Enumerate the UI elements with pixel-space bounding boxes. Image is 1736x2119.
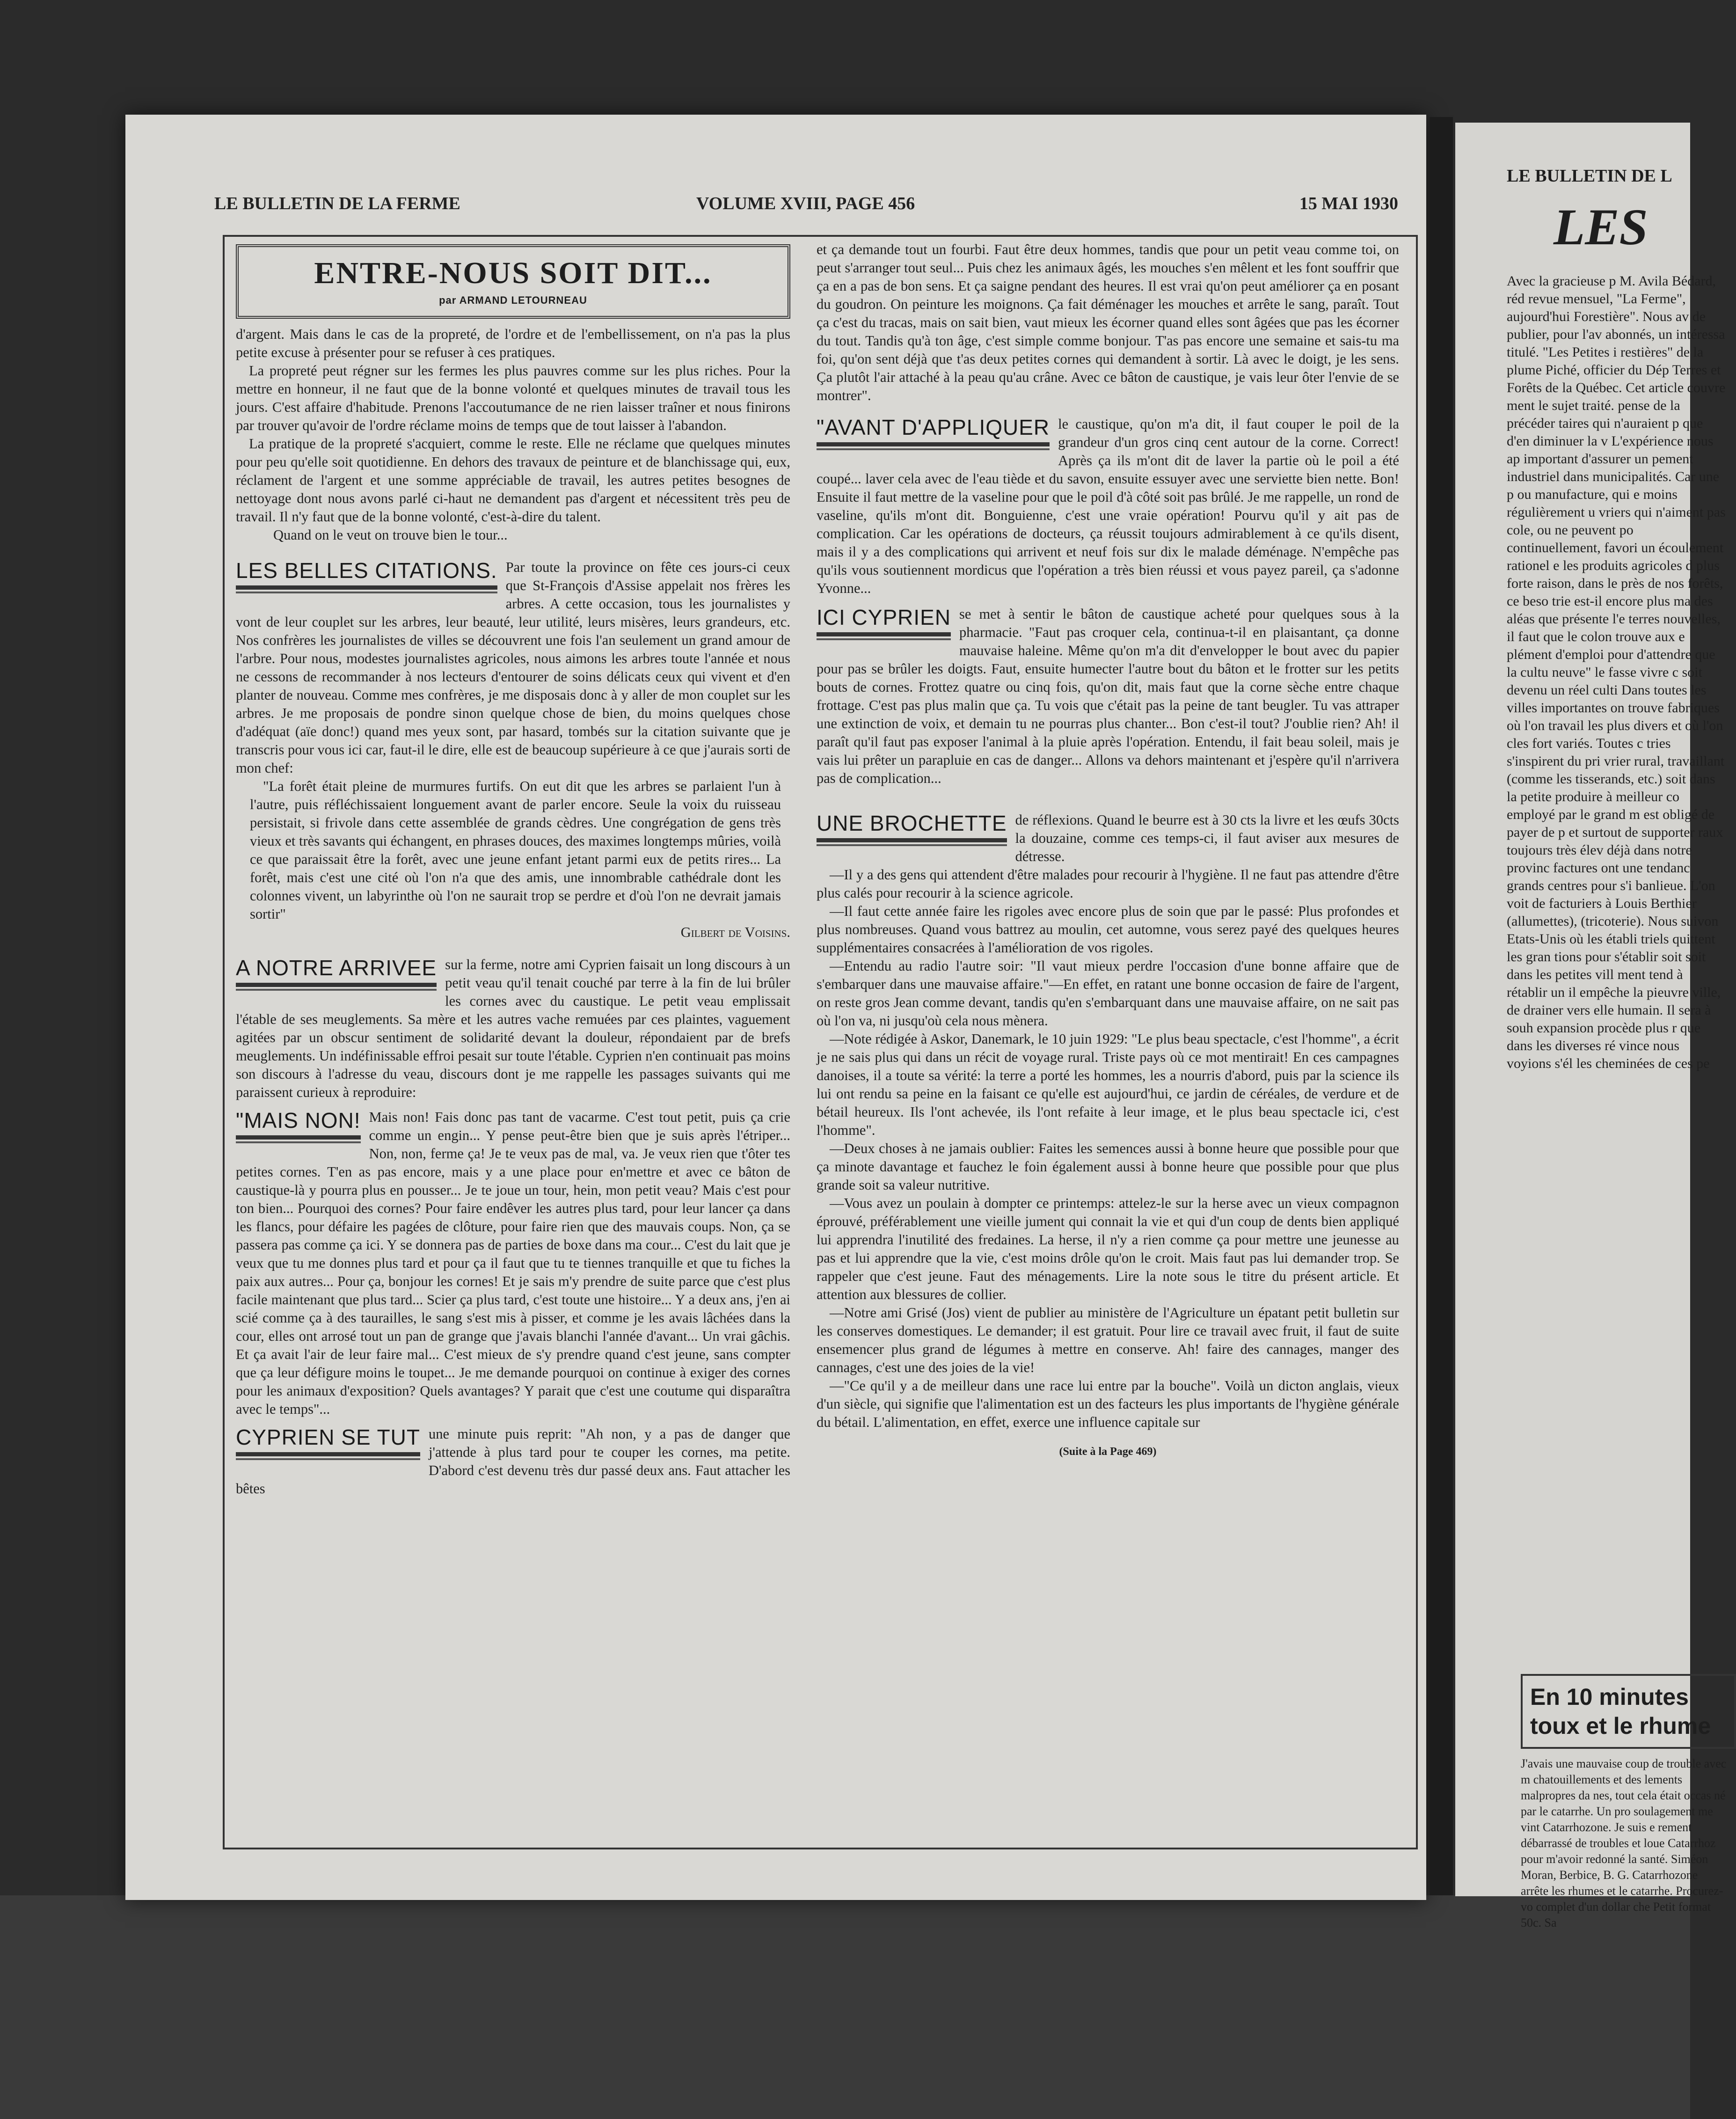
reflection-item: —Deux choses à ne jamais oublier: Faites les semences aussi à bonne heure que possible pour que ça minote davantage et fauchez le foin également aussi à bonne heure que possible pour que plus grande soit sa valeur nutritive. (817, 1140, 1399, 1193)
section-heading: "MAIS NON! (236, 1108, 361, 1133)
column-left (236, 241, 790, 1498)
section-brochette (817, 811, 1399, 1432)
section-heading-block (817, 415, 1050, 453)
section-heading-block (236, 558, 497, 596)
ad-text: J'avais une mauvaise coup de trouble avec m chatouillements et des lements malpropres da nes, tout cela était occas né par le catarrhe. Un pro soulagement me vint Catarrhozone. Je suis e rement débarrassé de troubles et loue Catarrhoz pour m'avoir redonné la santé. Siméon Moran, Berbice, B. G. Catarrhozone arrête les rhumes et le catarrhe. Procurez-vo complet d'un dollar che Petit format 50c. Sa (1521, 1757, 1727, 1929)
section-heading-block (236, 956, 437, 994)
section-text: une minute puis reprit: "Ah non, y a pas de danger que j'attende à plus tard pour te couper les cornes, ma petite. D'abord c'est devenu très dur passé deux ans. Faut attacher les bêtes (236, 1426, 790, 1497)
section-citations (236, 558, 790, 942)
section-text: Par toute la province on fête ces jours-ci ceux que St-François d'Assise appelait nos frères les arbres. A cette occasion, tous les journalistes y vont de leur couplet sur les arbres, leur beauté, leur utilité, leurs misères, leurs grandeurs, etc. Nos confrères les journalistes de villes se découvrent une fois l'an seulement un grand amour de l'arbre. Pour nous, modestes journalistes agricoles, nous aimons les arbres toute l'année et nous ne cessons de recommander à nos lecteurs d'entourer de soins délicats ceux qui vivent et d'en planter de nouveau. Comme mes confrères, je me disposais donc à y aller de mon couplet sur les arbres. Je me proposais de pondre sinon quelque chose de bien, du moins quelques chose d'adéquat (aïe donc!) quand mes yeux sont, par hasard, tombés sur la citation suivante que je transcris pour vous ici car, faut-il le dire, elle est de beaucoup supérieure à ce que j'aurais sorti de mon chef: (236, 559, 790, 776)
header-date: 15 MAI 1930 (1299, 194, 1398, 213)
adjacent-header: LE BULLETIN DE L (1507, 166, 1672, 186)
section-text: se met à sentir le bâton de caustique acheté pour quelques sous à la pharmacie. "Faut pas croquer cela, continua-t-il en plaisantant, ça donne mauvaise haleine. Même qu'on m'a dit d'envelopper le bout avec du papier pour pas se brûler les doigts. Faut, ensuite humecter l'autre bout du bâton et le frotter sur les petits bouts de cornes. Frottez quatre ou cinq fois, qu'on dit, mais faut que la corne sèche entre chaque frottage. C'est pas plus malin que ça. Tu vois que c'était pas la peine de tant beugler. Tu vas attraper une extinction de voix, et demain tu ne pourras plus chanter... Bon c'est-il tout? J'oublie rien? Ah! il paraît qu'il faut pas exposer l'animal à la pluie après l'opération. Entendu, il fait beau soleil, mais je vais lui prêter un parapluie en cas de danger... Allons va dehors maintenant et j'espère qu'il n'arrivera pas de complication... (817, 606, 1399, 786)
heading-rule (817, 844, 1007, 846)
heading-rule (236, 1458, 420, 1460)
quote-author: Gilbert de Voisins. (680, 924, 790, 940)
page-gutter (1430, 117, 1453, 1895)
adjacent-page (1455, 123, 1727, 1929)
header-publication: LE BULLETIN DE LA FERME (214, 194, 460, 213)
section-heading-block (236, 1425, 420, 1463)
heading-rule (817, 448, 1050, 450)
section-arrivee (236, 956, 790, 1102)
adjacent-title: LES (1554, 198, 1648, 256)
reflection-item: —Vous avez un poulain à dompter ce printemps: attelez-le sur la herse avec un vieux compagnon éprouvé, préférablement une vieille jument qui connait la vie et qui d'un coup de dents bien appliqué lui apprendra l'inutilité des fredaines. La herse, il n'y a rien comme ça pour mettre une jeunesse au pas et lui apprendre que la vie, c'est moins drôle qu'on le croit. Mais faut pas lui demander trop. Se rappeler que c'est jeune. Faut des ménagements. Lire la note sous le titre du présent article. Et attention aux blessures de collier. (817, 1195, 1399, 1302)
intro-paragraph: La propreté peut régner sur les fermes les plus pauvres comme sur les plus riches. Pour la mettre en honneur, il ne faut que de la bonne volonté et quelques minutes de travail tous les jours. C'est affaire d'habitude. Prenons l'accoutumance de ne rien laisser traîner et nous finirons par trouver qu'avoir de l'ordre réclame moins de temps que de tout laisser à l'abandon. (236, 363, 790, 433)
section-heading-block (817, 811, 1007, 849)
section-tut (236, 1425, 790, 1498)
intro-paragraph: d'argent. Mais dans le cas de la propreté, de l'ordre et de l'embellissement, on n'a pas la plus petite excuse à présenter pour se refuser à ces pratiques. (236, 326, 790, 360)
section-text: de réflexions. Quand le beurre est à 30 cts la livre et les œufs 30cts la douzaine, comme ces temps-ci, il faut aviser aux mesures de détresse. (1015, 812, 1399, 864)
reflection-item: —Entendu au radio l'autre soir: "Il vaut mieux perdre l'occasion d'une bonne affaire que de s'embarquer dans une mauvaise affaire."—En effet, en ratant une bonne occasion de faire de l'argent, on reste gros Jean comme devant, tandis qu'en s'embarquant dans une mauvaise affaire, on ne sait pas où l'on va, ni jusqu'où cela nous mènera. (817, 958, 1399, 1029)
heading-rule (236, 585, 497, 590)
section-mais-non (236, 1108, 790, 1418)
section-heading: UNE BROCHETTE (817, 811, 1007, 835)
reflection-item: —"Ce qu'il y a de meilleur dans une race lui entre par la bouche". Voilà un dicton anglais, vieux d'un siècle, qui signifie que l'alimentation est un des facteurs les plus importants de l'hygiène générale du bétail. L'alimentation, en effet, exerce une influence capitale sur (817, 1378, 1399, 1430)
heading-rule (817, 838, 1007, 842)
reflection-item: —Il y a des gens qui attendent d'être malades pour recourir à l'hygiène. Il ne faut pas attendre d'être plus calés pour recourir à la science agricole. (817, 867, 1399, 901)
article-title: ENTRE-NOUS SOIT DIT... (314, 256, 712, 290)
section-heading: ICI CYPRIEN (817, 605, 951, 629)
ad-box (1521, 1674, 1736, 1749)
heading-rule (236, 989, 437, 991)
heading-rule (236, 592, 497, 593)
reflection-item: —Notre ami Grisé (Jos) vient de publier au ministère de l'Agriculture un épatant petit bulletin sur les conserves domestiques. Le demander; il est gratuit. Pour lire ce travail avec fruit, il faut de suite ensemencer plus grand de légumes à mettre en conserve. Ah! faire des cannages, manger des cannages, c'est une des joies de la vie! (817, 1305, 1399, 1375)
header-volume: VOLUME XVIII, PAGE 456 (696, 194, 915, 213)
citation-quote: "La forêt était pleine de murmures furtifs. On eut dit que les arbres se parlaient l'un à l'autre, puis réfléchissaient longuement avant de parler encore. Seule la voix du ruisseau persistait, si frivole dans cette assemblée de grands cèdres. Une congrégation de gens très vieux et très savants qui échangent, en phrases douces, des maximes longtemps mûries, voilà ce que paraissait être la forêt, avec une jeune enfant jetant parmi eux de petits rires... La forêt, mais c'est une cité où l'on n'a que des amis, une innombrable cathédrale dont les colonnes vivent, un labyrinthe où l'on ne saurait trop se perdre et d'où l'on ne devrait jamais sortir" (250, 778, 781, 922)
heading-rule (817, 632, 951, 636)
heading-rule (236, 983, 437, 987)
section-avant (817, 415, 1399, 598)
section-text: sur la ferme, notre ami Cyprien faisait un long discours à un petit veau qu'il tenait couché par terre à la fin de lui brûler les cornes avec du caustique. Le petit veau emplissait l'étable de ses meuglements. Sa mère et les autres vache remuées par ces plaintes, vaguement agitées par un obscur sentiment de solidarité devant la douleur, répondaient par de brefs meuglements. Un indéfinissable effroi pesait sur toute l'étable. Cyprien n'en continuait pas moins son discours à l'adresse du veau, discours dont je me rappelle les passages suivants qui me paraissent curieux à reproduire: (236, 957, 790, 1100)
section-heading: CYPRIEN SE TUT (236, 1425, 420, 1449)
section-heading-block (236, 1108, 361, 1146)
title-box (236, 244, 790, 319)
page-header (214, 193, 1398, 221)
heading-rule (236, 1141, 361, 1143)
section-heading: A NOTRE ARRIVEE (236, 956, 437, 980)
heading-rule (236, 1452, 420, 1456)
ad-headline: toux et le rhume (1530, 1713, 1711, 1739)
section-heading: "AVANT D'APPLIQUER (817, 415, 1050, 439)
reflection-item: —Note rédigée à Askor, Danemark, le 10 juin 1929: "Le plus beau spectacle, c'est l'homme", a écrit je ne sais plus qui dans un récit de voyage rural. Triste pays où ce mot mentirait! En ces campagnes danoises, il a toute sa vérité: la terre a porté les hommes, les a nourris d'abord, puis par la science ils lui ont rendu sa peine en la faisant ce qu'elle est aujourd'hui, ce jardin de céréales, de verdure et de bétail heureux. Ils l'ont achevée, ils l'ont refaite à leur image, et le plus beau spectacle ici, c'est l'homme". (817, 1031, 1399, 1138)
heading-rule (817, 442, 1050, 446)
section-heading-block (817, 605, 951, 643)
ad-headline: En 10 minutes (1530, 1684, 1689, 1710)
article-byline: par ARMAND LETOURNEAU (439, 294, 587, 306)
continued-paragraph: et ça demande tout un fourbi. Faut être deux hommes, tandis que pour un petit veau comme toi, on peut s'arranger tout seul... Puis chez les animaux âgés, les mouches s'en mêlent et les font souffrir que ça en a pas de bon sens. Et ça saigne pendant des heures. Il est vrai qu'on peut améliorer ça en posant du goudron. On peinture les moignons. Ça fait déménager les mouches et arrête le sang, paraît. Tout ça c'est du tracas, mais on sait bien, vaut mieux les écorner quand elles sont âgées que pas les écorner du tout. Tandis qu'à ton âge, c'est simple comme bonjour. T'as pas encore une semaine et sais-tu ma foi, qu'on sent déjà que t'as deux petites cornes qui demandent à sortir. Là avec le doigt, je les sens. Ça plutôt l'air attaché à la peau qu'au crâne. Avec ce bâton de caustique, je vais leur ôter l'envie de se montrer". (817, 241, 1399, 403)
background-floor (0, 1895, 1690, 2119)
section-ici (817, 605, 1399, 788)
reflection-item: —Il faut cette année faire les rigoles avec encore plus de soin que par le passé: Plus profondes et plus nombreuses. Quand vous battrez au moulin, cet automne, vous serez payé des quelques heures supplémentaires consacrées à l'amélioration de vos rigoles. (817, 903, 1399, 956)
newspaper-page (125, 115, 1426, 1900)
intro-paragraph: Quand on le veut on trouve bien le tour... (273, 527, 508, 543)
continued-note: (Suite à la Page 469) (1059, 1446, 1157, 1458)
section-text: le caustique, qu'on m'a dit, il faut couper le poil de la grandeur d'un gros cinq cent autour de la corne. Correct! Après ça ils m'ont dit de laver la partie où le poil a été coupé... laver cela avec de l'eau tiède et du savon, ensuite essuyer avec une serviette bien nette. Bon! Ensuite il faut mettre de la vaseline pour que le poil d'à côté soit pas brûlé. Je me rappelle, un rond de vaseline, qu'ils m'ont dit. Bonguienne, c'est une vraie opération! Pourvu qu'il y ait pas de complication. Car les opérations de docteurs, ça réussit toujours admirablement à ce qu'ils disent, mais il y a des complications qui arrivent et neuf fois sur dix le malade déménage. N'empêche pas qu'ils vous soutiennent mordicus que l'opération a très bien réussi et vous payez pareil, ça s'adonne Yvonne... (817, 416, 1399, 596)
section-text: Mais non! Fais donc pas tant de vacarme. C'est tout petit, puis ça crie comme un engin... Y pense peut-être bien que je suis après l'étriper... Non, non, ferme ça! Je te veux pas de mal, va. Je veux rien que t'ôter tes petites cornes. T'en as pas encore, mais y a une place pour en'mettre et avec ce bâton de caustique-là y pourra plus en pousser... Je te joue un tour, hein, mon petit veau? Mais c'est pour ton bien... Pourquoi des cornes? Pour faire endêver les autres plus tard, pour leur lancer ça dans les flancs, pour défaire les pagées de clôture, pour faire rien que des mauvais coups. Non, ça se passera pas comme ça ici. Y se donnera pas de parties de boxe dans ma cour... C'est du lait que je veux que tu me donnes plus tard et pour ça il faut que tu te tiennes tranquille et que tu fiches la paix aux autres... Pour ça, bonjour les cornes! Et je sais m'y prendre de suite parce que c'est plus facile maintenant que plus tard... Scier ça plus tard, c'est toute une histoire... Y a deux ans, j'en ai scié comme ça à des taurailles, le sang s'est mis à pisser, et comme je les avais lâchées dans la cour, elles ont arrosé tout un pan de grange que j'avais blanchi l'année d'avant... Un vrai gâchis. Et ça avait l'air de leur faire mal... C'est mieux de s'y prendre quand c'est jeune, sans compter que ça leur défigure moins le toupet... Je me demande pourquoi on continue à exiger des cornes pour les animaux d'exposition? Quels avantages? Y parait que c'est une coutume qui disparaîtra avec le temps"... (236, 1109, 790, 1417)
intro-paragraph: La pratique de la propreté s'acquiert, comme le reste. Elle ne réclame que quelques minutes pour peu qu'elle soit quotidienne. En dehors des travaux de peinture et de blanchissage qui, eux, réclament de l'argent et une somme appréciable de travail, les autres petites besognes de nettoyage dont nous avons parlé ci-haut ne demandent pas d'argent et nécessitent très peu de travail. Il n'y faut que de la bonne volonté, c'est-à-dire du talent. (236, 436, 790, 525)
heading-rule (236, 1135, 361, 1140)
heading-rule (817, 638, 951, 640)
article-frame (223, 235, 1418, 1849)
section-heading: LES BELLES CITATIONS. (236, 558, 497, 583)
column-right (817, 241, 1399, 1461)
adjacent-text: Avec la gracieuse p M. Avila Bédard, réd revue mensuel, "La Ferme", aujourd'hui Forestière". Nous av de publier, pour l'av abonnés, un intéressa titulé. "Les Petites i restières" de la plume Piché, officier du Dép Terres et Forêts de la Québec. Cet article couvre ment le sujet traité. pense de la précéder taires qui n'auraient p que d'en diminuer la v L'expérience nous ap important d'assurer un pement industriel dans municipalités. Car une p ou manufacture, qui e moins régulièrement u vriers qui n'aiment pas cole, ou ne peuvent po continuellement, favori un écoulement rationel e les produits agricoles d plus forte raison, dans le près de nos forêts, ce beso trie est-il encore plus ma des aléas que présente l'e terres nouvelles, il faut que le colon trouve aux e plément d'emploi pour d'attendre que la cultu neuve" le fasse vivre c soit devenu un réel culti Dans toutes les villes importantes on trouve fabriques où l'on travail les plus divers et où l'on cles fort variés. Toutes c tries s'inspirent du pri vrier rural, travaillant (comme les tisserands, etc.) soit dans la petite produire à meilleur co employé par le grand m est obligé de payer de p et surtout de supporter raux toujours très élev déjà dans notre provinc factures ont une tendanc grands centres pour s'i banlieue. L'on voit de facturiers à Louis Berthier (allumettes), (tricoterie). Nous suivon Etats-Unis où les établi triels quittent les gran tions pour s'établir soit soit dans les petites vill ment tend à rétablir un il empêche la pieuvre ville, de drainer vers elle humain. Il sera à souh expansion procède plus r que dans les diverses ré vince nous voyions s'él les cheminées de ces pe (1507, 273, 1726, 1071)
